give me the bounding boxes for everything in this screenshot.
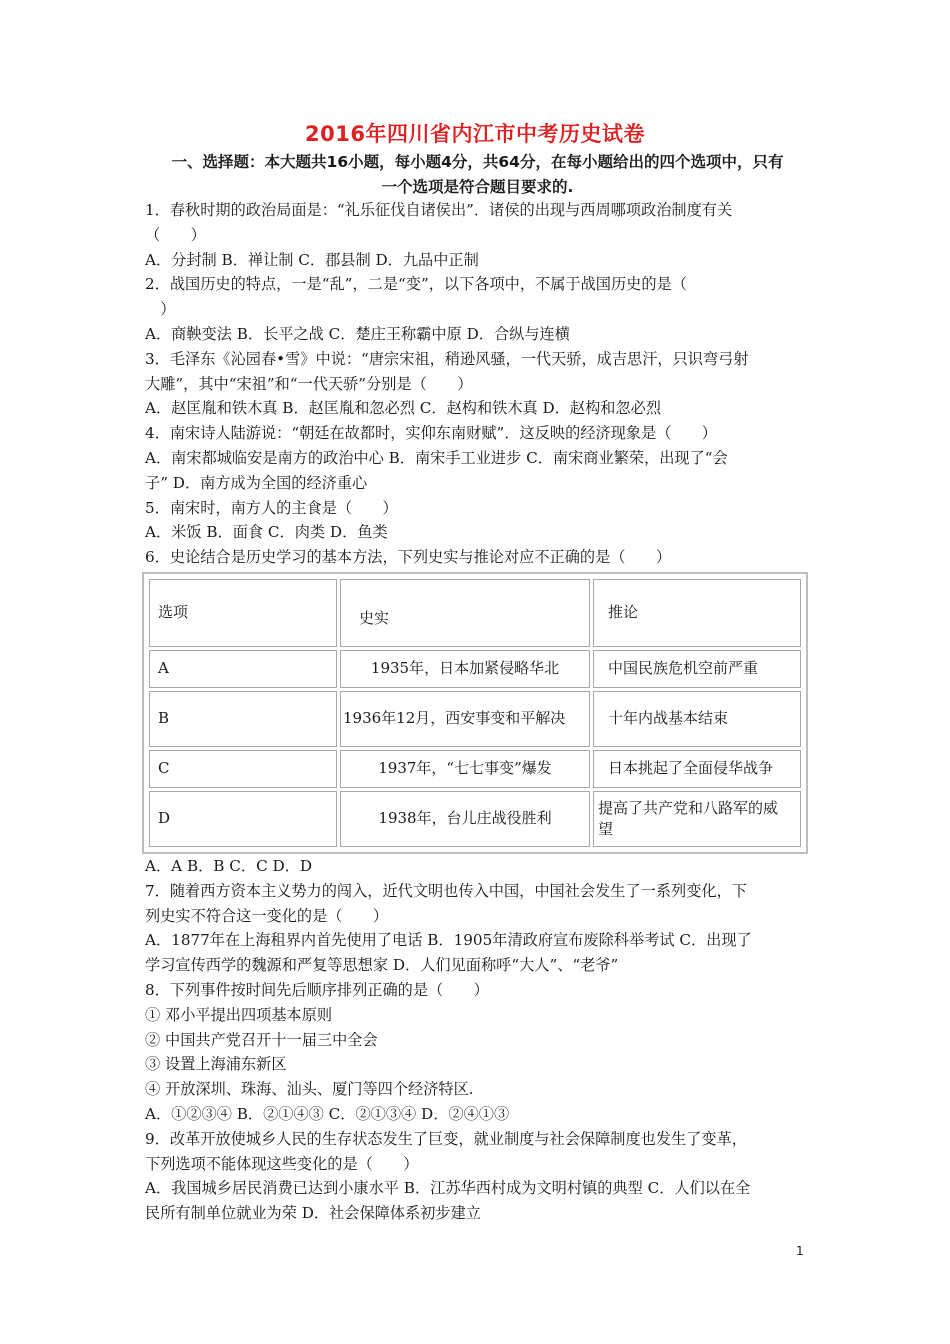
text-line: ） [145,300,176,319]
text-line: ③ 设置上海浦东新区 [145,1055,287,1074]
history-table [142,572,808,854]
table-cell-inference: 日本挑起了全面侵华战争 [593,750,801,788]
table-row [149,750,801,788]
section-heading-line: 一、选择题：本大题共16小题，每小题4分，共64分，在每小题给出的四个选项中，只有 [171,153,784,171]
page-title: 2016年四川省内江市中考历史试卷 [305,122,645,146]
text-line: 子” D．南方成为全国的经济重心 [145,473,368,492]
text-line: A．商鞅变法 B．长平之战 C．楚庄王称霸中原 D．合纵与连横 [145,324,570,343]
table-cell-fact: 1936年12月，西安事变和平解决 [340,691,590,747]
text-line: 1．春秋时期的政治局面是：“礼乐征伐自诸侯出”．诸侯的出现与西周哪项政治制度有关 [145,201,733,219]
text-line: 4．南宋诗人陆游说：“朝廷在故都时，实仰东南财赋”．这反映的经济现象是（ ） [145,424,717,443]
text-line: A．1877年在上海租界内首先使用了电话 B．1905年清政府宣布废除科举考试 C．出现了 [145,931,752,950]
text-line: 3．毛泽东《沁园春•雪》中说：“唐宗宋祖，稍逊风骚，一代天骄，成吉思汗，只识弯弓射 [145,349,749,368]
table-row [149,791,801,847]
text-line: 学习宣传西学的魏源和严复等思想家 D．人们见面称呼“大人”、“老爷” [145,956,619,975]
table-cell-fact: 1937年，“七七事变”爆发 [340,750,590,788]
page-number: 1 [796,1244,804,1258]
table-cell-inference: 提高了共产党和八路军的威望 [593,791,801,847]
table-header-inference: 推论 [593,579,801,647]
table-cell-fact: 1935年，日本加紧侵略华北 [340,650,590,688]
text-line: ④ 开放深圳、珠海、汕头、厦门等四个经济特区. [145,1080,474,1099]
text-line: 大雕”，其中“宋祖”和“一代天骄”分别是（ ） [145,374,473,393]
table-cell-option: B [149,691,337,747]
text-line: 9．改革开放使城乡人民的生存状态发生了巨变，就业制度与社会保障制度也发生了变革， [145,1129,747,1148]
table-row [149,650,801,688]
questions-after-table [145,854,810,1226]
table-cell-option: D [149,791,337,847]
section-heading [145,150,810,200]
questions-before-table [145,198,810,570]
text-line: ① 邓小平提出四项基本原则 [145,1005,333,1024]
text-line: 民所有制单位就业为荣 D．社会保障体系初步建立 [145,1204,481,1223]
text-line: 5．南宋时，南方人的主食是（ ） [145,498,398,517]
text-line: A．米饭 B．面食 C．肉类 D．鱼类 [145,523,388,542]
text-line: A．赵匡胤和铁木真 B．赵匡胤和忽必烈 C．赵构和铁木真 D．赵构和忽必烈 [145,399,662,418]
table-cell-inference: 中国民族危机空前严重 [593,650,801,688]
table-header-option: 选项 [149,579,337,647]
text-line: （ ） [145,225,206,244]
text-line: A．我国城乡居民消费已达到小康水平 B．江苏华西村成为文明村镇的典型 C．人们以在全 [145,1179,751,1198]
text-line: 7．随着西方资本主义势力的闯入，近代文明也传入中国，中国社会发生了一系列变化，下 [145,881,747,900]
text-line: 6．史论结合是历史学习的基本方法，下列史实与推论对应不正确的是（ ） [145,548,672,567]
table-cell-fact: 1938年，台儿庄战役胜利 [340,791,590,847]
text-line: 下列选项不能体现这些变化的是（ ） [145,1154,419,1173]
table-cell-option: A [149,650,337,688]
table-cell-option: C [149,750,337,788]
text-line: A．南宋都城临安是南方的政治中心 B．南宋手工业进步 C．南宋商业繁荣，出现了“会 [145,448,728,467]
text-line: A．①②③④ B．②①④③ C．②①③④ D．②④①③ [145,1104,510,1123]
section-heading-line: 一个选项是符合题目要求的. [381,178,574,196]
table-row [149,691,801,747]
text-line: A．分封制 B．禅让制 C．郡县制 D．九品中正制 [145,250,479,269]
table-header-fact: 史实 [340,579,590,647]
question-body [145,198,810,1226]
text-line: 2．战国历史的特点，一是“乱”，二是“变”，以下各项中，不属于战国历史的是（ [145,275,687,294]
text-line: 列史实不符合这一变化的是（ ） [145,906,388,925]
text-line: 8．下列事件按时间先后顺序排列正确的是（ ） [145,980,489,999]
text-line: ② 中国共产党召开十一届三中全会 [145,1030,378,1049]
table-cell-inference: 十年内战基本结束 [593,691,801,747]
table-header-row [149,579,801,647]
text-line: A．A B．B C．C D．D [145,856,313,875]
